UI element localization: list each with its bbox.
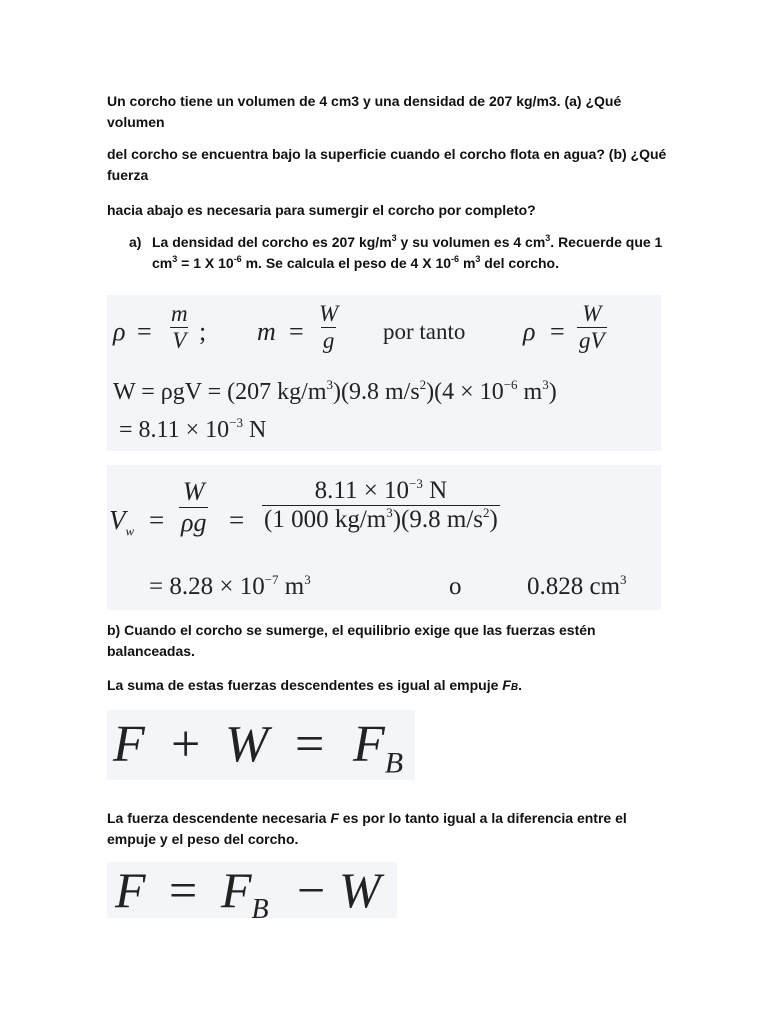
- problem-line-3: hacia abajo es necesaria para sumergir el corcho por completo?: [107, 202, 536, 218]
- part-b-line-3: La fuerza descendente necesaria F es por lo tanto igual a la diferencia entre el empuje y el peso del corcho.: [107, 810, 627, 847]
- part-a-marker: a): [129, 234, 142, 250]
- part-b-line-1: b) Cuando el corcho se sumerge, el equilibrio exige que las fuerzas estén balanceadas.: [107, 622, 596, 659]
- equation-downward-force-image: F = $F_B$ − W: [107, 862, 397, 918]
- part-b-line-2: La suma de estas fuerzas descendentes es igual al empuje FB.: [107, 677, 522, 693]
- equation-weight-image: ρ = $\frac{m}{V}$ ; m = $\frac{W}{g}$ por tanto ρ = $\frac{W}{gV}$ W = ρgV = (207 $kg/m^3)(9.8$ $m/s^2)(4 \times 10^{-6}$ $m^3$) = $8.11 \times 10^{-3}$ N: [107, 295, 661, 451]
- equation-sum-forces-image: F + W = $F_B$: [107, 710, 415, 780]
- equation-volume-image: $V_w$ = $\frac{W}{\rho g}$ = $\frac{8.11 \times 10^{-3} N}{(1 000 kg/m^3)(9.8 m/s^2)}$ = $8.28 \times 10^{-7}$ $m^3$ o 0.828 $cm^3$: [107, 465, 661, 610]
- problem-line-2: del corcho se encuentra bajo la superficie cuando el corcho flota en agua? (b) ¿Qué fuerza: [107, 146, 667, 183]
- problem-line-1: Un corcho tiene un volumen de 4 cm3 y una densidad de 207 kg/m3. (a) ¿Qué volumen: [107, 93, 622, 130]
- part-a-text: La densidad del corcho es 207 $kg/m^3$ y su volumen es 4 $cm^3$. Recuerde que 1 $cm^3 = 1$ X $10^{-6}$ m. Se calcula el peso de 4 X $10^{-6}$ $m^3$ del corcho.: [152, 233, 663, 271]
